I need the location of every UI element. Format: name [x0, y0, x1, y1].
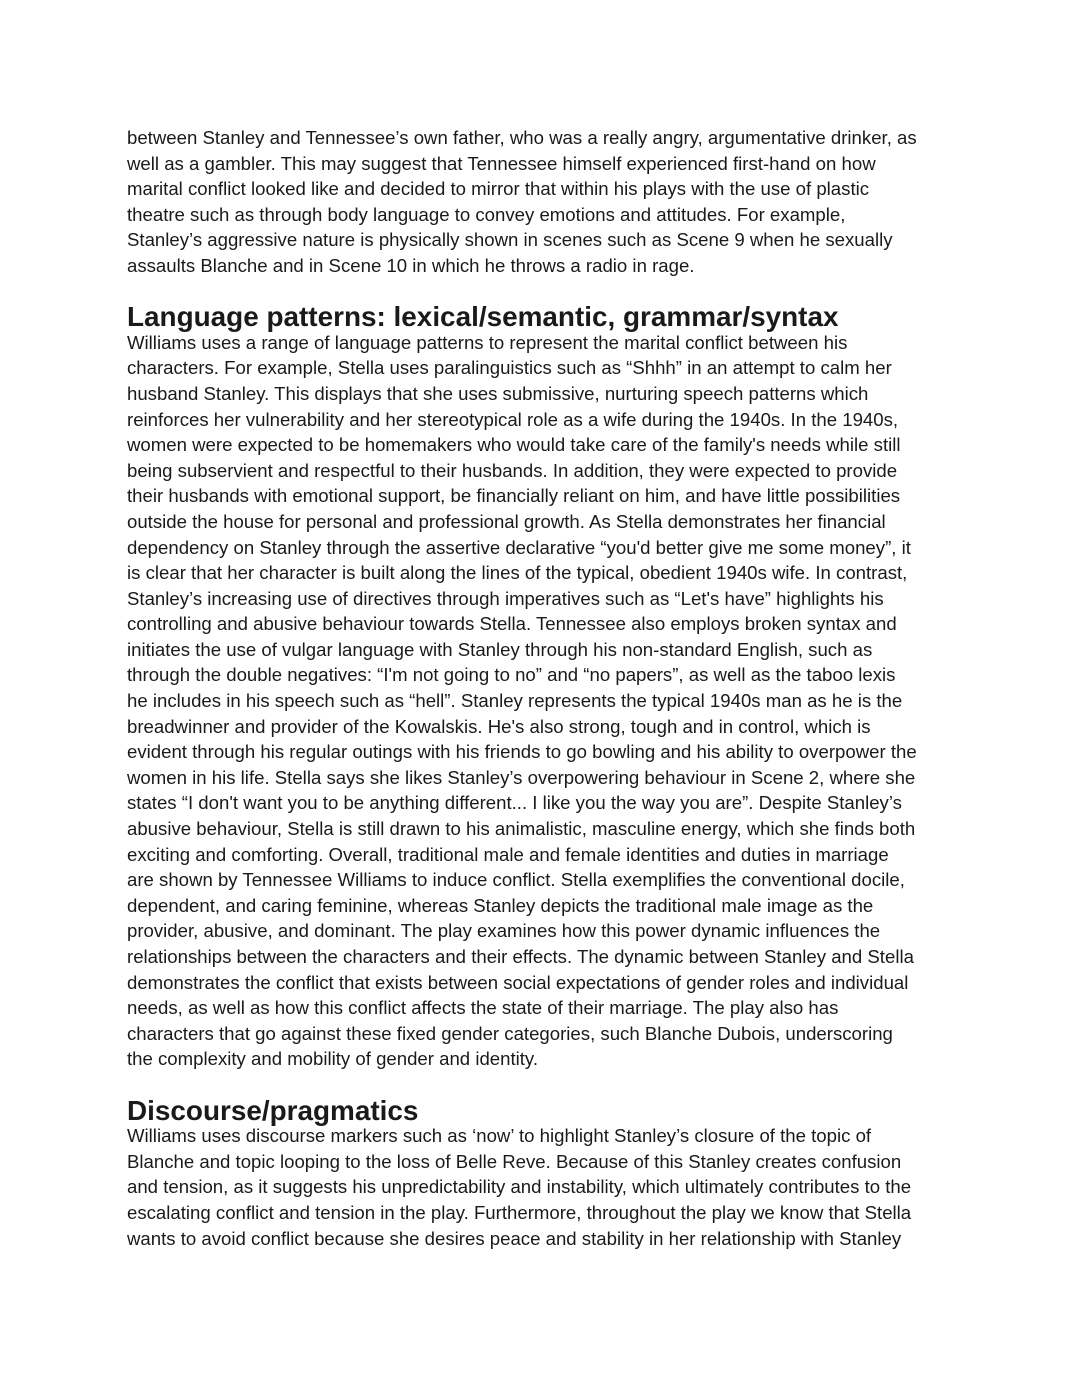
document-page — [127, 125, 955, 1251]
section-heading-language-patterns: Language patterns: lexical/semantic, grammar/syntax — [127, 301, 839, 333]
section-heading-discourse-pragmatics: Discourse/pragmatics — [127, 1094, 419, 1126]
section-body-language-patterns: Williams uses a range of language patterns to represent the marital conflict between his characters. For example, Stella uses paralinguistics such as “Shhh” in an attempt to calm her husband Stanley. This displays that she uses submissive, nurturing speech patterns which reinforces her vulnerability and her stereotypical role as a wife during the 1940s. In the 1940s, women were expected to be homemakers who would take care of the family's needs while still being subservient and respectful to their husbands. In addition, they were expected to provide their husbands with emotional support, be financially reliant on him, and have little possibilities outside the house for personal and professional growth. As Stella demonstrates her financial dependency on Stanley through the assertive declarative “you'd better give me some money”, it is clear that her character is built along the lines of the typical, obedient 1940s wife. In contrast, Stanley’s increasing use of directives through imperatives such as “Let's have” highlights his controlling and abusive behaviour towards Stella. Tennessee also employs broken syntax and initiates the use of vulgar language with Stanley through his non-standard English, such as through the double negatives: “I'm not going to no” and “no papers”, as well as the taboo lexis he includes in his speech such as “hell”. Stanley represents the typical 1940s man as he is the breadwinner and provider of the Kowalskis. He's also strong, tough and in control, which is evident through his regular outings with his friends to go bowling and his ability to overpower the women in his life. Stella says she likes Stanley’s overpowering behaviour in Scene 2, where she states “I don't want you to be anything different... I like you the way you are”. Despite Stanley’s abusive behaviour, Stella is still drawn to his animalistic, masculine energy, which she finds both exciting and comforting. Overall, traditional male and female identities and duties in marriage are shown by Tennessee Williams to induce conflict. Stella exemplifies the conventional docile, dependent, and caring feminine, whereas Stanley depicts the traditional male image as the provider, abusive, and dominant. The play examines how this power dynamic influences the relationships between the characters and their effects. The dynamic between Stanley and Stella demonstrates the conflict that exists between social expectations of gender roles and individual needs, as well as how this conflict affects the state of their marriage. The play also has characters that go against these fixed gender categories, such Blanche Dubois, underscoring the complexity and mobility of gender and identity. — [127, 331, 917, 1070]
intro-paragraph: between Stanley and Tennessee’s own father, who was a really angry, argumentative drinker, as well as a gambler. This may suggest that Tennessee himself experienced first-hand on how marital conflict looked like and decided to mirror that within his plays with the use of plastic theatre such as through body language to convey emotions and attitudes. For example, Stanley’s aggressive nature is physically shown in scenes such as Scene 9 when he sexually assaults Blanche and in Scene 10 in which he throws a radio in rage. — [127, 127, 917, 276]
section-body-discourse-pragmatics: Williams uses discourse markers such as ‘now’ to highlight Stanley’s closure of the topic of Blanche and topic looping to the loss of Belle Reve. Because of this Stanley creates confusion and tension, as it suggests his unpredictability and instability, which ultimately contributes to the escalating conflict and tension in the play. Furthermore, throughout the play we know that Stella wants to avoid conflict because she desires peace and stability in her relationship with Stanley — [127, 1125, 912, 1249]
